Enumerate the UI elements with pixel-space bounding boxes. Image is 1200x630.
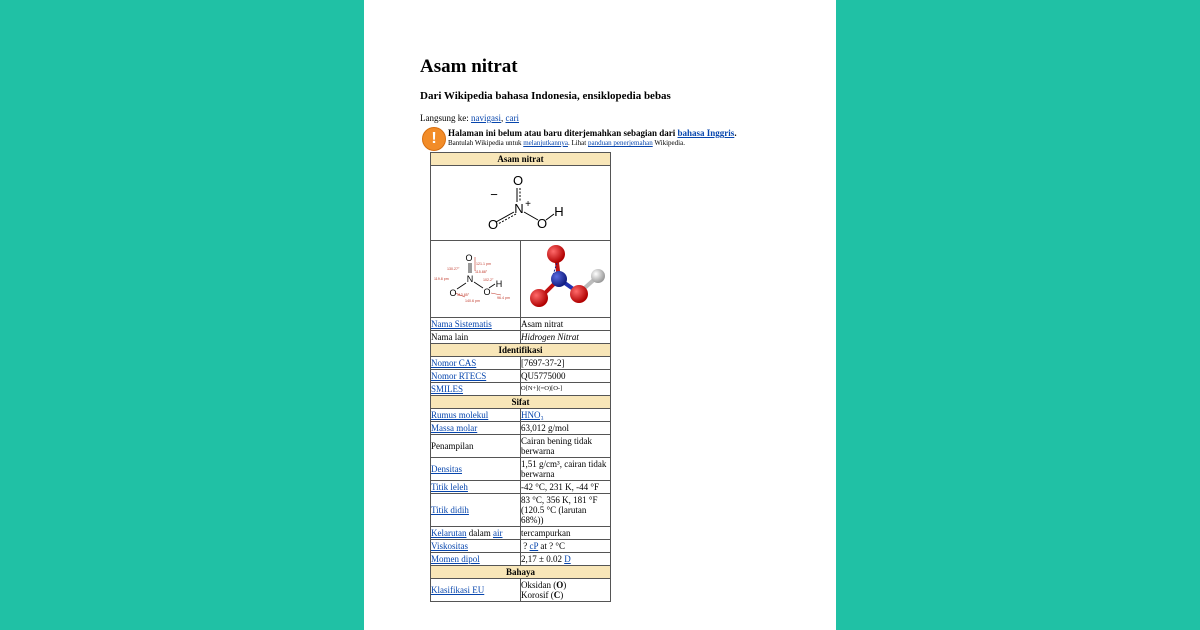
translation-guide-link[interactable]: panduan penerjemahan [587, 139, 653, 147]
oxygen-atom [547, 245, 565, 263]
boiling-point-link[interactable]: Titik didih [431, 505, 469, 515]
density-link[interactable]: Densitas [431, 464, 462, 474]
infobox-row-key [431, 409, 521, 422]
notice-see-text: . Lihat [567, 139, 587, 147]
notice-help-text: Bantulah Wikipedia untuk [448, 139, 522, 147]
centipoise-link[interactable]: cP [529, 541, 539, 551]
diagram-n: N [513, 201, 524, 216]
section-header-identification: Identifikasi [431, 344, 611, 357]
continue-link[interactable]: melanjutkannya [523, 139, 568, 147]
infobox-row-key [431, 422, 521, 435]
water-link[interactable]: air [492, 528, 503, 538]
infobox-row-key [431, 579, 521, 602]
infobox-row-value: -42 °C, 231 K, -44 °F [521, 481, 611, 494]
viscosity-link[interactable]: Viskositas [431, 541, 468, 551]
infobox-row-key [431, 540, 521, 553]
solubility-link[interactable]: Kelarutan [431, 528, 467, 538]
ball-stick-model-cell [521, 241, 611, 318]
measure-label: 140.6 pm [465, 299, 480, 303]
measure-label: 115.88° [475, 270, 488, 274]
notice-period: . [734, 128, 737, 138]
chem-infobox [430, 152, 611, 602]
dipole-value: 2,17 ± 0.02 [521, 554, 562, 564]
measure-label: 96.4 pm [497, 296, 510, 300]
translation-notice [422, 126, 822, 150]
infobox-row-key [431, 318, 521, 331]
infobox-row-key [431, 553, 521, 566]
corrosive-close: ) [560, 590, 564, 600]
page-title: Asam nitrat [420, 56, 518, 77]
corrosive-label: Korosif ( [521, 590, 554, 600]
notice-line-1 [448, 128, 737, 138]
oxygen-atom [530, 289, 548, 307]
geometry-diagram-cell [431, 241, 521, 318]
infobox-row-value: 63,012 g/mol [521, 422, 611, 435]
diagram-plus: + [524, 199, 531, 210]
warning-icon: ! [422, 127, 446, 151]
infobox-row-value [521, 540, 611, 553]
geometry-diagram [431, 241, 520, 315]
infobox-row-key [431, 494, 521, 527]
oxygen-atom [570, 285, 588, 303]
cas-number-link[interactable]: Nomor CAS [431, 358, 477, 368]
measure-label: 119.8 pm [434, 277, 449, 281]
viscosity-unknown: ? [523, 541, 528, 551]
geometry-o-left: O [449, 288, 457, 298]
measure-label: 121.1 pm [476, 262, 491, 266]
systematic-name-link[interactable]: Nama Sistematis [431, 319, 492, 329]
notice-wikipedia-text: Wikipedia. [654, 139, 685, 147]
infobox-row-value: Asam nitrat [521, 318, 611, 331]
infobox-row-value: Hidrogen Nitrat [521, 331, 611, 344]
ball-and-stick-model [521, 241, 610, 315]
infobox-row-value: 83 °C, 356 K, 181 °F (120.5 °C (larutan 68%)) [521, 494, 611, 527]
jump-prefix: Langsung ke: [420, 113, 469, 123]
molar-mass-link[interactable]: Massa molar [431, 423, 478, 433]
notice-text: Halaman ini belum atau baru diterjemahkan sebagian dari [448, 128, 676, 138]
infobox-row-key [431, 527, 521, 540]
oxidizer-label: Oksidan ( [521, 580, 557, 590]
diagram-o-right: O [536, 216, 547, 231]
diagram-h: H [553, 204, 564, 219]
measure-label: 130.27° [447, 267, 460, 271]
infobox-title: Asam nitrat [431, 153, 611, 166]
infobox-row-value [521, 579, 611, 602]
solubility-in-text: dalam [468, 528, 491, 538]
article-page [364, 0, 836, 630]
infobox-row-key [431, 357, 521, 370]
notice-line-2 [448, 139, 685, 147]
infobox-row-key [431, 383, 521, 396]
geometry-n: N [466, 274, 474, 284]
dipole-moment-link[interactable]: Momen dipol [431, 554, 480, 564]
infobox-row-value: QU5775000 [521, 370, 611, 383]
smiles-link[interactable]: SMILES [431, 384, 464, 394]
structure-diagram-cell [431, 166, 611, 241]
eu-classification-link[interactable]: Klasifikasi EU [431, 585, 485, 595]
infobox-row-key [431, 458, 521, 481]
infobox-row-key: Nama lain [431, 331, 521, 344]
infobox-row-value: Cairan bening tidak berwarna [521, 435, 611, 458]
infobox-row-value [521, 409, 611, 422]
measure-label: 113.85° [457, 293, 470, 297]
english-link[interactable]: bahasa Inggris [677, 128, 735, 138]
molecular-formula-link[interactable]: Rumus molekul [431, 410, 489, 420]
viscosity-temperature: at ? °C [540, 541, 566, 551]
rtecs-number-link[interactable]: Nomor RTECS [431, 371, 487, 381]
jump-navigation-link[interactable]: navigasi [471, 113, 501, 123]
jump-search-link[interactable]: cari [505, 113, 519, 123]
lewis-structure-diagram [432, 166, 610, 238]
geometry-o-right: O [483, 287, 491, 297]
infobox-row-value: 1,51 g/cm³, cairan tidak berwarna [521, 458, 611, 481]
melting-point-link[interactable]: Titik leleh [431, 482, 468, 492]
infobox-row-key [431, 370, 521, 383]
section-header-hazards: Bahaya [431, 566, 611, 579]
diagram-o-top: O [512, 173, 523, 188]
geometry-o-top: O [465, 253, 473, 263]
oxidizer-close: ) [563, 580, 567, 590]
jump-separator: , [501, 113, 504, 123]
infobox-row-key: Penampilan [431, 435, 521, 458]
diagram-o-left: O [487, 217, 498, 232]
measure-label: 102.2° [483, 278, 494, 282]
infobox-row-value: O[N+](=O)[O-] [521, 383, 611, 396]
page-subtitle: Dari Wikipedia bahasa Indonesia, ensiklopedia bebas [420, 90, 671, 102]
formula-value-link[interactable]: HNO₃ [521, 410, 544, 420]
infobox-row-value: tercampurkan [521, 527, 611, 540]
infobox-row-key [431, 481, 521, 494]
geometry-h: H [495, 279, 503, 289]
diagram-minus: − [489, 187, 498, 202]
oxidizer-code: O [556, 580, 564, 590]
corrosive-code: C [553, 590, 561, 600]
infobox-row-value: [7697-37-2] [521, 357, 611, 370]
infobox-row-value [521, 553, 611, 566]
debye-link[interactable]: D [564, 554, 571, 564]
section-header-properties: Sifat [431, 396, 611, 409]
nitrogen-atom [551, 271, 567, 287]
jump-links [420, 113, 519, 123]
hydrogen-atom [591, 269, 605, 283]
